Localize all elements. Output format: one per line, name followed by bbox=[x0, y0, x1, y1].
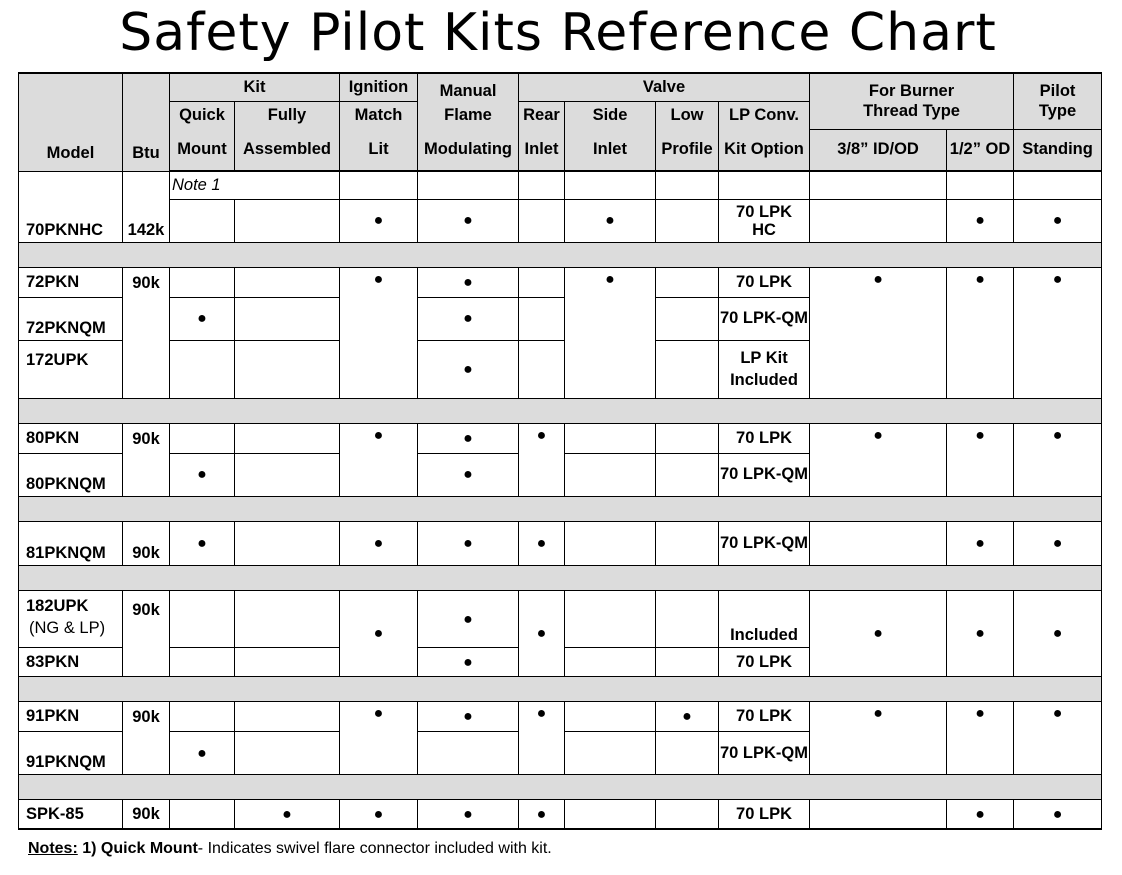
dot-marker: ● bbox=[1052, 625, 1063, 643]
dot-marker: ● bbox=[975, 705, 985, 723]
dot-marker: ● bbox=[873, 625, 883, 643]
header-rear: Rear bbox=[519, 101, 565, 129]
dot-marker: ● bbox=[197, 466, 207, 484]
model-cell: SPK-85 bbox=[19, 800, 123, 829]
header-low: Low bbox=[656, 101, 719, 129]
header-match: Match bbox=[340, 101, 418, 129]
btu-cell: 90k bbox=[123, 267, 170, 398]
dot-marker: ● bbox=[463, 273, 473, 291]
header-mount: Mount bbox=[170, 129, 235, 171]
row-separator bbox=[19, 677, 1102, 702]
dot-marker: ● bbox=[373, 534, 384, 552]
row-separator bbox=[19, 496, 1102, 521]
header-pilot-type: Pilot Type bbox=[1014, 73, 1102, 129]
btu-cell: 90k bbox=[123, 423, 170, 496]
lp-conv-cell: 70 LPK bbox=[719, 702, 810, 732]
table-row bbox=[19, 521, 1102, 565]
dot-marker: ● bbox=[463, 610, 473, 628]
row-separator bbox=[19, 566, 1102, 591]
model-cell: 91PKN bbox=[19, 702, 123, 732]
model-cell: 80PKNQM bbox=[19, 453, 123, 496]
model-cell: 91PKNQM bbox=[19, 732, 123, 775]
lp-conv-cell: 70 LPK-QM bbox=[719, 521, 810, 565]
model-cell: 83PKN bbox=[19, 648, 123, 677]
dot-marker: ● bbox=[373, 805, 384, 823]
dot-marker: ● bbox=[975, 625, 985, 643]
model-cell: 72PKN bbox=[19, 267, 123, 297]
notes-item: 1) Quick Mount bbox=[82, 840, 198, 857]
dot-marker: ● bbox=[873, 426, 883, 444]
page-title: Safety Pilot Kits Reference Chart bbox=[119, 3, 997, 63]
dot-marker: ● bbox=[463, 653, 473, 671]
dot-marker: ● bbox=[975, 426, 985, 444]
lp-conv-cell: 70 LPK bbox=[719, 648, 810, 677]
dot-marker: ● bbox=[1052, 705, 1063, 723]
dot-marker: ● bbox=[536, 805, 547, 823]
btu-cell: 90k bbox=[123, 591, 170, 677]
row-separator bbox=[19, 398, 1102, 423]
table-row bbox=[19, 591, 1102, 648]
dot-marker: ● bbox=[197, 744, 207, 762]
table-row bbox=[19, 423, 1102, 453]
header-flame: Flame bbox=[418, 101, 519, 129]
header-valve: Valve bbox=[519, 73, 810, 101]
lp-conv-cell: 70 LPK bbox=[719, 800, 810, 829]
dot-marker: ● bbox=[873, 705, 883, 723]
header-manual: Manual bbox=[418, 73, 519, 101]
model-cell bbox=[19, 171, 123, 199]
header-kit: Kit bbox=[170, 73, 340, 101]
dot-marker: ● bbox=[463, 212, 473, 230]
dot-marker: ● bbox=[1052, 805, 1063, 823]
dot-marker: ● bbox=[1052, 212, 1063, 230]
dot-marker: ● bbox=[1052, 270, 1063, 288]
dot-marker: ● bbox=[373, 625, 384, 643]
reference-table bbox=[18, 72, 1102, 830]
btu-cell: 90k bbox=[123, 800, 170, 829]
header-model: Model bbox=[19, 73, 123, 171]
model-cell: 72PKNQM bbox=[19, 297, 123, 340]
row-separator bbox=[19, 242, 1102, 267]
lp-conv-cell: 70 LPK-QM bbox=[719, 453, 810, 496]
dot-marker: ● bbox=[975, 270, 985, 288]
dot-marker: ● bbox=[605, 270, 615, 288]
lp-conv-cell: Included bbox=[719, 591, 810, 648]
dot-marker: ● bbox=[373, 705, 384, 723]
dot-marker: ● bbox=[197, 534, 207, 552]
dot-marker: ● bbox=[463, 466, 473, 484]
dot-marker: ● bbox=[536, 625, 547, 643]
lp-conv-cell: 70 LPK-QM bbox=[719, 297, 810, 340]
lp-conv-cell: LP Kit Included bbox=[719, 340, 810, 398]
header-modulating: Modulating bbox=[418, 129, 519, 171]
header-ignition: Ignition bbox=[340, 73, 418, 101]
header-lit: Lit bbox=[340, 129, 418, 171]
header-inlet-rear: Inlet bbox=[519, 129, 565, 171]
model-cell: 182UPK (NG & LP) bbox=[19, 591, 123, 648]
lp-conv-cell: 70 LPK bbox=[719, 423, 810, 453]
header-kit-option: Kit Option bbox=[719, 129, 810, 171]
dot-marker: ● bbox=[463, 534, 473, 552]
note-1-label: Note 1 bbox=[170, 171, 340, 199]
dot-marker: ● bbox=[197, 310, 207, 328]
table-row bbox=[19, 171, 1102, 199]
dot-marker: ● bbox=[463, 429, 473, 447]
footnote bbox=[28, 840, 552, 858]
dot-marker: ● bbox=[873, 270, 883, 288]
table-row bbox=[19, 199, 1102, 242]
dot-marker: ● bbox=[682, 708, 692, 726]
table-row bbox=[19, 702, 1102, 732]
header-inlet-side: Inlet bbox=[565, 129, 656, 171]
header-fully: Fully bbox=[235, 101, 340, 129]
table-header bbox=[19, 73, 1102, 171]
dot-marker: ● bbox=[463, 360, 473, 378]
btu-cell: 90k bbox=[123, 521, 170, 565]
dot-marker: ● bbox=[373, 212, 384, 230]
header-od: 1/2” OD bbox=[947, 129, 1014, 171]
dot-marker: ● bbox=[536, 534, 547, 552]
dot-marker: ● bbox=[463, 805, 473, 823]
header-id-od: 3/8” ID/OD bbox=[810, 129, 947, 171]
dot-marker: ● bbox=[975, 212, 985, 230]
btu-cell: 142k bbox=[123, 171, 170, 242]
btu-cell: 90k bbox=[123, 702, 170, 775]
header-btu: Btu bbox=[123, 73, 170, 171]
table-row bbox=[19, 267, 1102, 297]
header-standing: Standing bbox=[1014, 129, 1102, 171]
model-cell: 172UPK bbox=[19, 340, 123, 398]
dot-marker: ● bbox=[463, 310, 473, 328]
dot-marker: ● bbox=[463, 708, 473, 726]
model-cell: 80PKN bbox=[19, 423, 123, 453]
dot-marker: ● bbox=[975, 534, 985, 552]
dot-marker: ● bbox=[1052, 534, 1063, 552]
dot-marker: ● bbox=[536, 426, 547, 444]
lp-conv-cell: 70 LPK-QM bbox=[719, 732, 810, 775]
header-profile: Profile bbox=[656, 129, 719, 171]
dot-marker: ● bbox=[373, 426, 384, 444]
model-cell: 70PKNHC bbox=[19, 199, 123, 242]
dot-marker: ● bbox=[1052, 426, 1063, 444]
model-cell: 81PKNQM bbox=[19, 521, 123, 565]
dot-marker: ● bbox=[975, 805, 985, 823]
lp-conv-cell: 70 LPK bbox=[719, 267, 810, 297]
dot-marker: ● bbox=[282, 805, 292, 823]
header-burner-thread: For Burner Thread Type bbox=[810, 73, 1014, 129]
table-row bbox=[19, 800, 1102, 829]
dot-marker: ● bbox=[605, 212, 615, 230]
header-lpconv: LP Conv. bbox=[719, 101, 810, 129]
header-side: Side bbox=[565, 101, 656, 129]
header-assembled: Assembled bbox=[235, 129, 340, 171]
dot-marker: ● bbox=[373, 270, 384, 288]
notes-text: - Indicates swivel flare connector included with kit. bbox=[197, 840, 552, 857]
row-separator bbox=[19, 775, 1102, 800]
dot-marker: ● bbox=[536, 705, 547, 723]
notes-label: Notes: bbox=[28, 840, 78, 857]
header-quick: Quick bbox=[170, 101, 235, 129]
lp-conv-cell: 70 LPK HC bbox=[719, 199, 810, 242]
